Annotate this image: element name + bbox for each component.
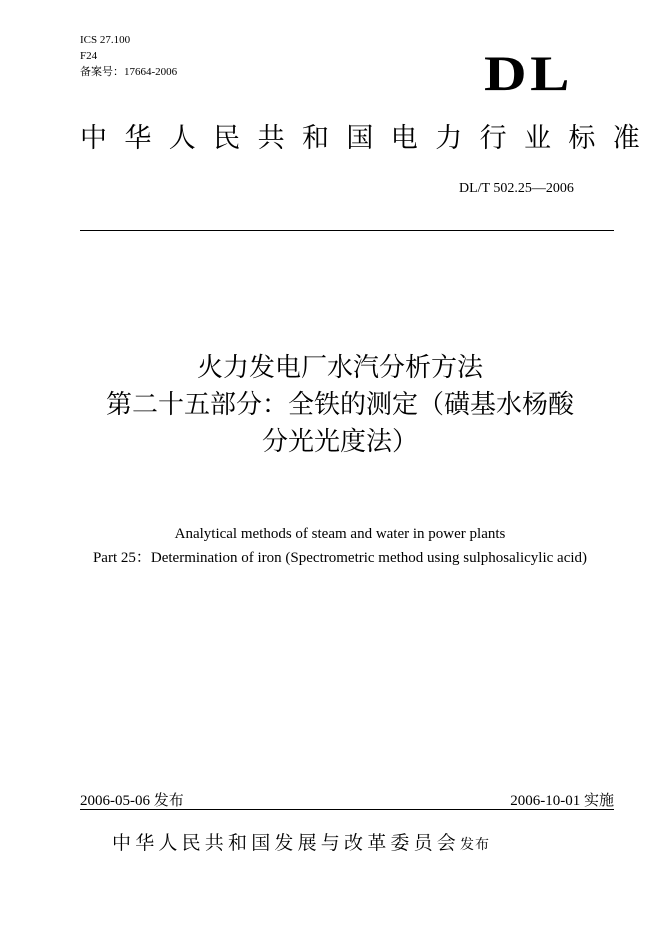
issuer-organization: 中华人民共和国发展与改革委员会 [112, 832, 461, 854]
chinese-title [40, 350, 640, 461]
chinese-title-line-2: 第二十五部分：全铁的测定（磺基水杨酸 [105, 390, 574, 420]
category-code: F24 [80, 50, 98, 62]
dl-logo: DL [484, 45, 574, 101]
issuer-verb: 发布 [460, 837, 491, 853]
header-divider [80, 230, 614, 231]
chinese-title-line-3: 分光光度法） [261, 427, 418, 457]
footer-divider [80, 809, 614, 810]
chinese-title-line-1: 火力发电厂水汽分析方法 [196, 353, 483, 383]
english-title-line-1: Analytical methods of steam and water in power plants [174, 526, 506, 542]
english-title [40, 522, 640, 570]
implementation-date: 2006-10-01 实施 [510, 793, 614, 809]
ics-code: ICS 27.100 [80, 34, 131, 46]
issuer [112, 828, 490, 855]
standard-code: DL/T 502.25—2006 [459, 181, 574, 196]
english-title-line-2: Part 25：Determination of iron (Spectrometric method using sulphosalicylic acid) [92, 550, 588, 566]
publish-date: 2006-05-06 发布 [80, 793, 184, 809]
record-number: 备案号：17664-2006 [80, 66, 178, 78]
standard-type-title: 中华人民共和国电力行业标准 [80, 123, 658, 154]
